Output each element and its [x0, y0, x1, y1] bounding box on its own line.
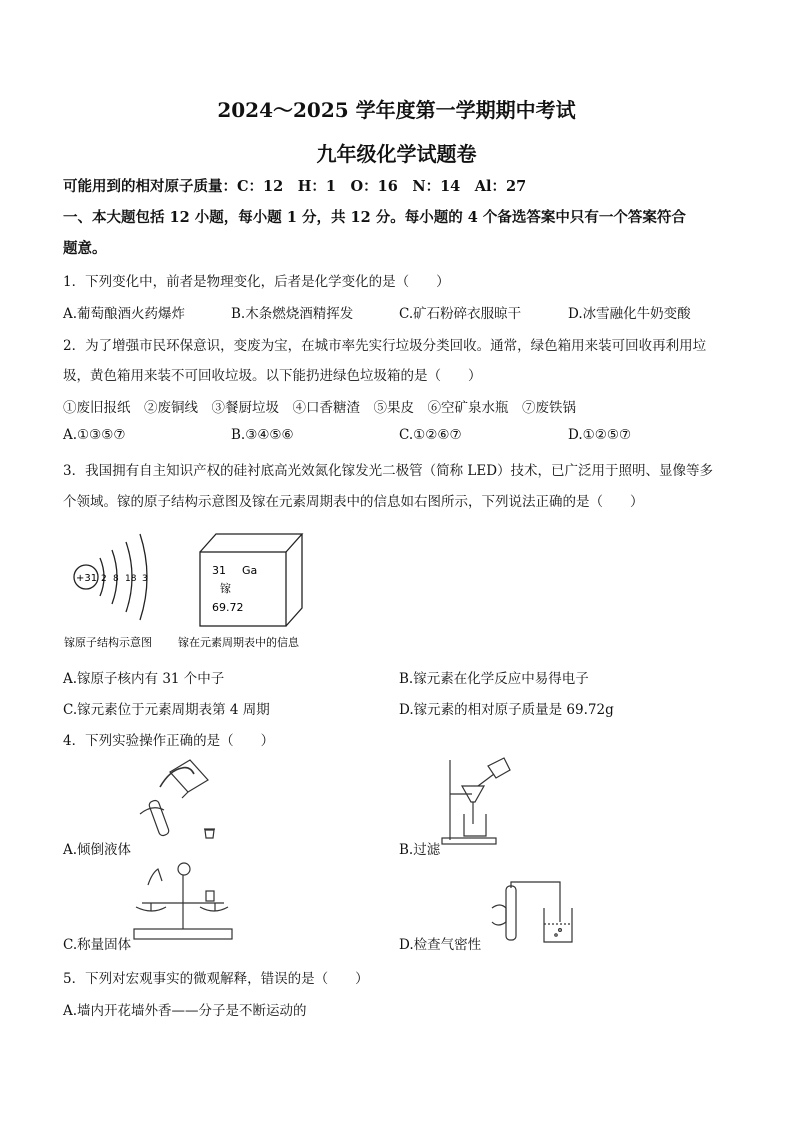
q2-option-b: B.③④⑤⑥	[231, 427, 294, 443]
airtightness-illustration	[488, 878, 578, 948]
q2-items: ①废旧报纸 ②废铜线 ③餐厨垃圾 ④口香糖渣 ⑤果皮 ⑥空矿泉水瓶 ⑦废铁锅	[63, 400, 576, 416]
section-1-instructions: 一、本大题包括 12 小题，每小题 1 分，共 12 分。每小题的 4 个备选答案中只有一个答案符合	[63, 209, 686, 226]
shell-electrons-4: 3	[142, 574, 148, 584]
q3-option-c: C.镓元素位于元素周期表第 4 周期	[63, 702, 270, 718]
q2-option-d: D.①②⑤⑦	[568, 427, 632, 443]
caption-periodic-info: 镓在元素周期表中的信息	[178, 636, 299, 649]
element-name: 镓	[220, 582, 231, 595]
shell-electrons-1: 2	[101, 574, 107, 584]
q3-stem: 3．我国拥有自主知识产权的硅衬底高光效氮化镓发光二极管（简称 LED）技术，已广泛用于照明、显像等多	[63, 463, 714, 479]
q5-option-a: A.墙内开花墙外香——分子是不断运动的	[63, 1003, 307, 1019]
q1-option-b: B.木条燃烧酒精挥发	[231, 306, 354, 322]
q3-stem-cont: 个领域。镓的原子结构示意图及镓在元素周期表中的信息如右图所示，下列说法正确的是（ ）	[63, 494, 644, 510]
exam-subtitle: 九年级化学试题卷	[316, 142, 477, 166]
q3-option-a: A.镓原子核内有 31 个中子	[63, 671, 225, 687]
q1-option-a: A.葡萄酿酒火药爆炸	[63, 306, 186, 322]
section-1-instructions-cont: 题意。	[63, 240, 107, 257]
q2-option-c: C.①②⑥⑦	[399, 427, 462, 443]
nucleus-charge: +31	[76, 573, 98, 584]
q3-option-b: B.镓元素在化学反应中易得电子	[399, 671, 589, 687]
q4-option-a: A.倾倒液体	[63, 842, 132, 858]
q5-stem: 5．下列对宏观事实的微观解释，错误的是（ ）	[63, 971, 369, 987]
atomic-masses: 可能用到的相对原子质量：C：12 H：1 O：16 N：14 Al：27	[63, 178, 527, 195]
q4-stem: 4．下列实验操作正确的是（ ）	[63, 733, 275, 749]
q4-option-b: B.过滤	[399, 842, 441, 858]
exam-title: 2024～2025 学年度第一学期期中考试	[217, 98, 576, 122]
q3-figure	[60, 522, 320, 652]
caption-atomic-structure: 镓原子结构示意图	[64, 636, 152, 649]
shell-electrons-2: 8	[113, 574, 119, 584]
pouring-liquid-illustration	[130, 752, 230, 847]
q4-option-c: C.称量固体	[63, 937, 132, 953]
q3-option-d: D.镓元素的相对原子质量是 69.72g	[399, 702, 614, 718]
shell-electrons-3: 18	[125, 574, 137, 584]
q1-stem: 1．下列变化中，前者是物理变化，后者是化学变化的是（ ）	[63, 274, 450, 290]
filtration-illustration	[438, 752, 518, 847]
element-number: 31	[212, 564, 226, 577]
q4-option-d: D.检查气密性	[399, 937, 482, 953]
balance-illustration	[128, 855, 238, 945]
q1-option-d: D.冰雪融化牛奶变酸	[568, 306, 691, 322]
q2-stem: 2．为了增强市民环保意识，变废为宝，在城市率先实行垃圾分类回收。通常，绿色箱用来装可回收再利用垃	[63, 338, 707, 354]
q2-stem-cont: 圾，黄色箱用来装不可回收垃圾。以下能扔进绿色垃圾箱的是（ ）	[63, 368, 482, 384]
q2-option-a: A.①③⑤⑦	[63, 427, 126, 443]
q1-option-c: C.矿石粉碎衣服晾干	[399, 306, 522, 322]
element-symbol: Ga	[242, 564, 258, 577]
element-mass: 69.72	[212, 601, 244, 614]
